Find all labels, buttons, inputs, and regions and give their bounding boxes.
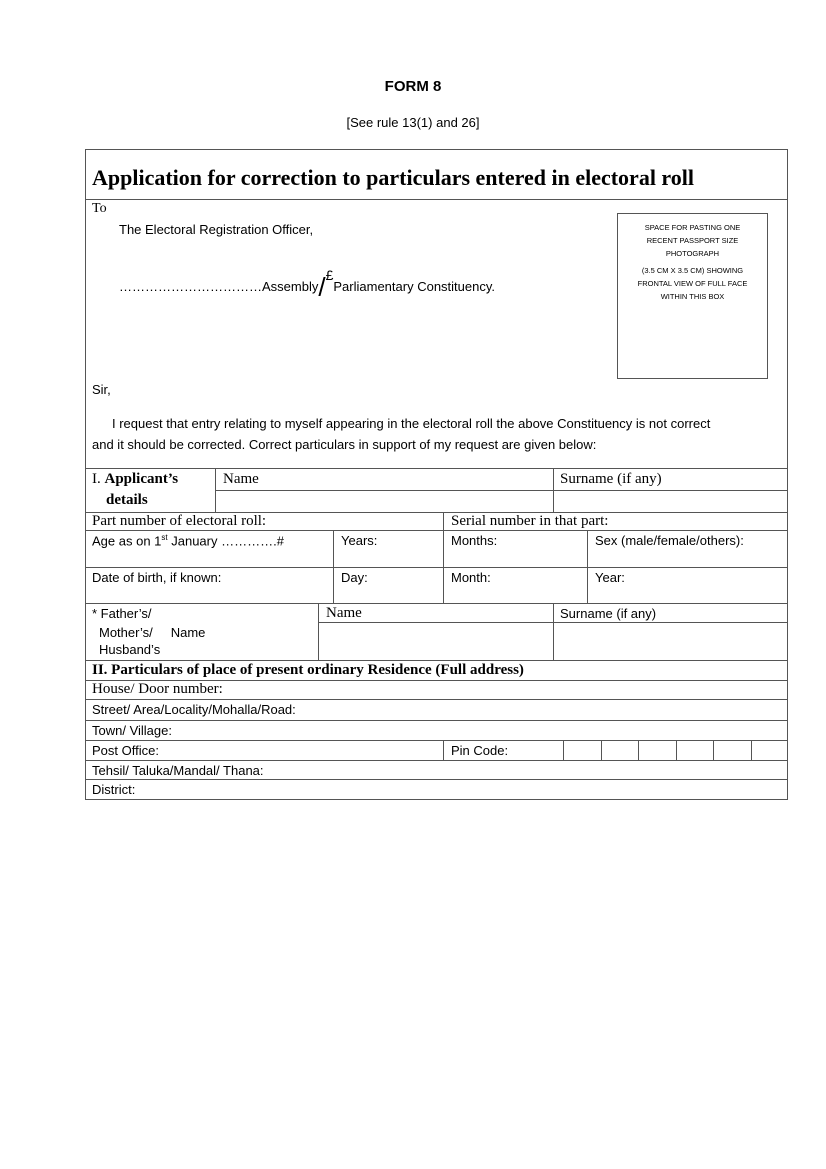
pound-mark: £ (325, 266, 334, 283)
divider (85, 699, 788, 700)
constituency-label: Parliamentary Constituency. (333, 279, 495, 294)
divider (85, 603, 788, 604)
photo-text: WITHIN THIS BOX (660, 292, 725, 301)
divider (85, 779, 788, 780)
age-label: Age as on 1st January ………….# (92, 533, 284, 549)
divider (85, 567, 788, 568)
photo-text: (3.5 CM X 3.5 CM) SHOWING (641, 266, 744, 275)
photo-text: PHOTOGRAPH (665, 249, 720, 258)
district-field[interactable]: District: (92, 782, 136, 797)
pin-digit-box[interactable] (751, 740, 789, 760)
tehsil-field[interactable]: Tehsil/ Taluka/Mandal/ Thana: (92, 763, 264, 778)
pin-digit-box[interactable] (713, 740, 751, 760)
divider (85, 468, 788, 469)
request-text-2: and it should be corrected. Correct particulars in support of my request are given below: (92, 437, 597, 452)
post-office-field[interactable]: Post Office: (92, 743, 159, 758)
months-field[interactable]: Months: (451, 533, 498, 548)
constituency-line (119, 266, 495, 302)
month-field[interactable]: Month: (451, 570, 491, 585)
part-number-field[interactable]: Part number of electoral roll: (92, 513, 267, 529)
section1-label-2: details (106, 492, 148, 508)
to-label: To (92, 201, 107, 216)
relative-surname-label: Surname (if any) (560, 606, 657, 621)
photo-text: RECENT PASSPORT SIZE (646, 236, 739, 245)
photo-text: FRONTAL VIEW OF FULL FACE (637, 279, 748, 288)
years-field[interactable]: Years: (341, 533, 378, 548)
town-field[interactable]: Town/ Village: (92, 723, 172, 738)
relative-name-label: Name (326, 605, 362, 621)
relative-label-3: Husband’s (99, 642, 161, 657)
salutation: Sir, (92, 382, 111, 397)
form-title: Application for correction to particulars entered in electoral roll (92, 165, 695, 190)
rule-reference: [See rule 13(1) and 26] (346, 115, 480, 130)
section1-label: I. Applicant’s (92, 471, 179, 487)
pin-digit-box[interactable] (638, 740, 676, 760)
divider (443, 740, 444, 760)
divider (85, 720, 788, 721)
divider (85, 199, 788, 200)
pin-digit-box[interactable] (676, 740, 714, 760)
name-field[interactable] (216, 491, 552, 511)
pin-code-label: Pin Code: (451, 743, 509, 758)
day-field[interactable]: Day: (341, 570, 368, 585)
street-field[interactable]: Street/ Area/Locality/Mohalla/Road: (92, 702, 296, 717)
constituency-blank[interactable]: ……………………………Assembly (119, 279, 319, 294)
relative-surname-field[interactable] (554, 623, 787, 659)
request-text-1: I request that entry relating to myself appearing in the electoral roll the above Constituency is not correct (112, 416, 711, 431)
year-field[interactable]: Year: (595, 570, 625, 585)
surname-field[interactable] (554, 491, 787, 511)
relative-label-2: Mother’s/ Name (99, 625, 206, 640)
photo-text: SPACE FOR PASTING ONE (644, 223, 741, 232)
house-field[interactable]: House/ Door number: (92, 681, 223, 697)
surname-label: Surname (if any) (560, 471, 662, 487)
form-number: FORM 8 (384, 78, 442, 95)
name-label: Name (223, 471, 259, 487)
divider (443, 512, 444, 603)
section2-title: II. Particulars of place of present ordinary Residence (Full address) (92, 662, 524, 678)
pin-digit-box[interactable] (563, 740, 601, 760)
relative-label-1: * Father’s/ (92, 606, 152, 621)
divider (85, 660, 788, 661)
serial-number-field[interactable]: Serial number in that part: (451, 513, 609, 529)
sex-field[interactable]: Sex (male/female/others): (595, 533, 744, 548)
relative-name-field[interactable] (319, 623, 552, 659)
pin-code-boxes (563, 740, 788, 760)
dob-label: Date of birth, if known: (92, 570, 222, 585)
photo-box[interactable] (617, 213, 768, 379)
pin-digit-box[interactable] (601, 740, 639, 760)
slash: / (318, 272, 326, 302)
divider (85, 760, 788, 761)
officer-label: The Electoral Registration Officer, (119, 222, 314, 237)
divider (85, 530, 788, 531)
